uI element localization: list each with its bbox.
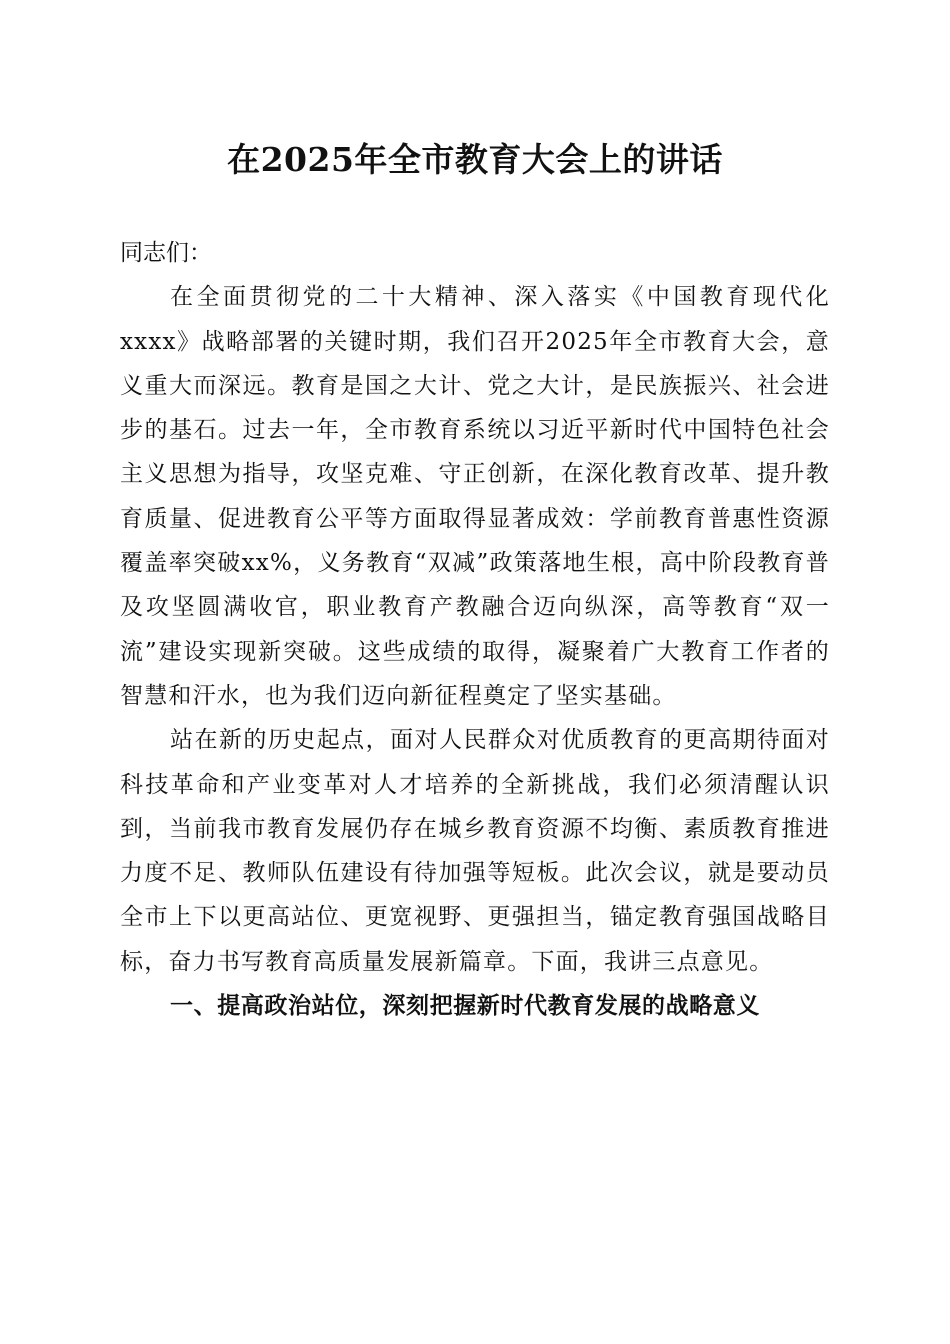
paragraph-1: 在全面贯彻党的二十大精神、深入落实《中国教育现代化xxxx》战略部署的关键时期，我们召开2025年全市教育大会，意义重大而深远。教育是国之大计、党之大计，是民族振兴、社会进步的基石。过去一年，全市教育系统以习近平新时代中国特色社会主义思想为指导，攻坚克难、守正创新，在深化教育改革、提升教育质量、促进教育公平等方面取得显著成效：学前教育普惠性资源覆盖率突破xx%，义务教育“双减”政策落地生根，高中阶段教育普及攻坚圆满收官，职业教育产教融合迈向纵深，高等教育“双一流”建设实现新突破。这些成绩的取得，凝聚着广大教育工作者的智慧和汗水，也为我们迈向新征程奠定了坚实基础。 — [120, 284, 830, 709]
document-body — [120, 231, 830, 1028]
paragraph-2: 站在新的历史起点，面对人民群众对优质教育的更高期待面对科技革命和产业变革对人才培养的全新挑战，我们必须清醒认识到，当前我市教育发展仍存在城乡教育资源不均衡、素质教育推进力度不足、教师队伍建设有待加强等短板。此次会议，就是要动员全市上下以更高站位、更宽视野、更强担当，锚定教育强国战略目标，奋力书写教育高质量发展新篇章。下面，我讲三点意见。 — [120, 727, 830, 975]
salutation: 同志们： — [120, 240, 212, 266]
section-heading-1: 一、提高政治站位，深刻把握新时代教育发展的战略意义 — [170, 993, 760, 1020]
document-title: 在2025年全市教育大会上的讲话 — [227, 140, 723, 179]
